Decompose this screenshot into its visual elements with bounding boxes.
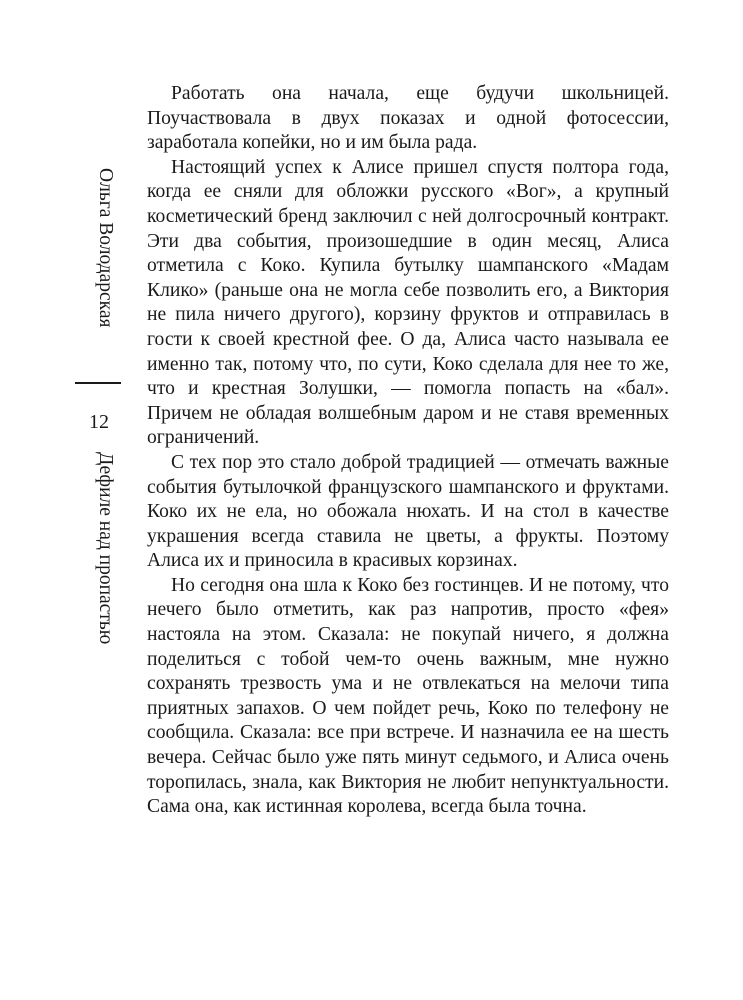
header-divider (75, 382, 121, 384)
page-body (147, 82, 669, 820)
paragraph: Настоящий успех к Алисе пришел спустя полтора года, когда ее сняли для обложки русского «Вог», а крупный косметический бренд заключил с ней долгосрочный контракт. Эти два события, произошедшие в один месяц, Алиса отметила с Коко. Купила бутылку шампанского «Мадам Клико» (раньше она не могла себе позволить его, а Виктория не пила ничего другого), корзину фруктов и отправилась в гости к своей крестной фее. О да, Алиса часто называла ее именно так, потому что, по сути, Коко сделала для нее то же, что и крестная Золушки, — помогла попасть на «бал». Причем не обладая волшебным даром и не ставя временных ограничений. (147, 156, 669, 449)
running-header (70, 150, 130, 710)
page-number: 12 (89, 411, 109, 433)
book-title: Дефиле над пропастью (95, 452, 116, 645)
paragraph: Но сегодня она шла к Коко без гостинцев. И не потому, что нечего было отметить, как раз напротив, просто «фея» настояла на этом. Сказала: не покупай ничего, я должна поделиться с тобой чем-то очень важным, мне нужно сохранять трезвость ума и не отвлекаться на мелочи типа приятных запахов. О чем пойдет речь, Коко по телефону не сообщила. Сказала: все при встрече. И назначила ее на шесть вечера. Сейчас было уже пять минут седьмого, и Алиса очень торопилась, знала, как Виктория не любит непунктуальности. Сама она, как истинная королева, всегда была точна. (147, 574, 669, 818)
author-name: Ольга Володарская (95, 168, 116, 328)
paragraph: Работать она начала, еще будучи школьницей. Поучаствовала в двух показах и одной фотосессии, заработала копейки, но и им была рада. (147, 83, 669, 154)
paragraph: С тех пор это стало доброй традицией — отмечать важные события бутылочкой французского шампанского и фруктами. Коко их не ела, но обожала нюхать. И на стол в качестве украшения всегда ставила не цветы, а фрукты. Поэтому Алиса их и приносила в красивых корзинах. (147, 451, 669, 572)
